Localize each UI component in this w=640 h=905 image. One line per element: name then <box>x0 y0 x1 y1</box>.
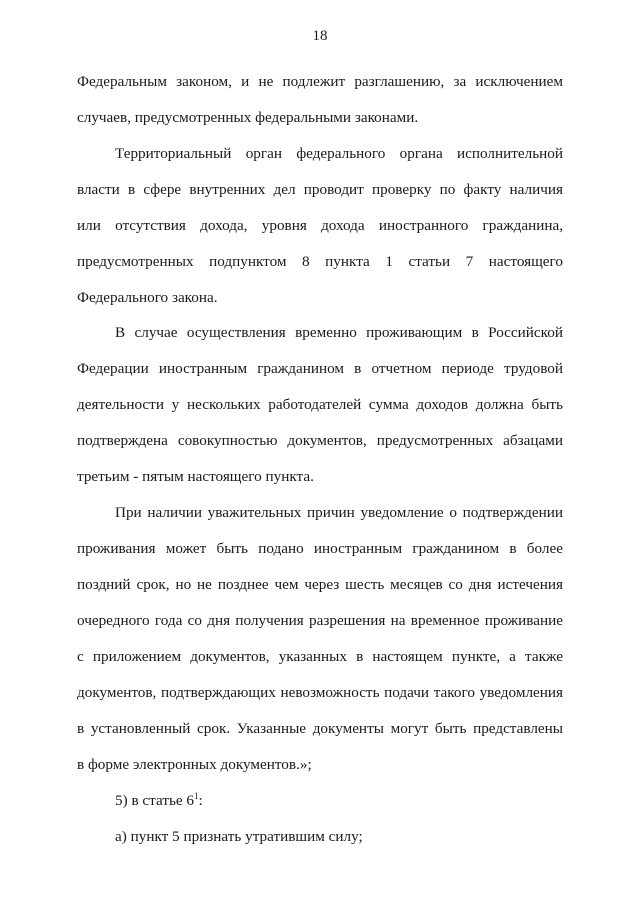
text-line: Федерального закона. <box>77 289 218 306</box>
text-line: подтверждена совокупностью документов, предусмотренных абзацами <box>77 432 563 449</box>
list-item-5-text: 5) в статье 6 <box>115 792 195 809</box>
text-line: деятельности у нескольких работодателей сумма доходов должна быть <box>77 396 563 413</box>
text-line: в установленный срок. Указанные документы могут быть представлены <box>77 720 563 737</box>
text-line: Федерации иностранным гражданином в отчетном периоде трудовой <box>77 360 563 377</box>
superscript: 1 <box>194 791 199 801</box>
list-item-5-colon: : <box>198 792 203 809</box>
text-line: В случае осуществления временно проживающим в Российской <box>115 324 563 341</box>
text-line: или отсутствия дохода, уровня дохода иностранного гражданина, <box>77 217 563 234</box>
text-line: случаев, предусмотренных федеральными законами. <box>77 109 419 126</box>
text-line: Территориальный орган федерального органа исполнительной <box>115 145 563 162</box>
text-line: При наличии уважительных причин уведомление о подтверждении <box>115 504 563 521</box>
list-item-5 <box>115 791 563 811</box>
text-line: проживания может быть подано иностранным гражданином в более <box>77 540 563 557</box>
text-line: поздний срок, но не позднее чем через шесть месяцев со дня истечения <box>77 576 563 593</box>
text-line: третьим - пятым настоящего пункта. <box>77 468 314 485</box>
text-line: предусмотренных подпунктом 8 пункта 1 статьи 7 настоящего <box>77 253 563 270</box>
text-line: очередного года со дня получения разрешения на временное проживание <box>77 612 563 629</box>
text-line: документов, подтверждающих невозможность подачи такого уведомления <box>77 684 563 701</box>
list-item-a: а) пункт 5 признать утратившим силу; <box>115 828 363 845</box>
text-line: с приложением документов, указанных в настоящем пункте, а также <box>77 648 563 665</box>
text-line: в форме электронных документов.»; <box>77 756 312 773</box>
text-line: власти в сфере внутренних дел проводит проверку по факту наличия <box>77 181 563 198</box>
text-line: Федеральным законом, и не подлежит разглашению, за исключением <box>77 73 563 90</box>
page-number: 18 <box>312 28 328 44</box>
